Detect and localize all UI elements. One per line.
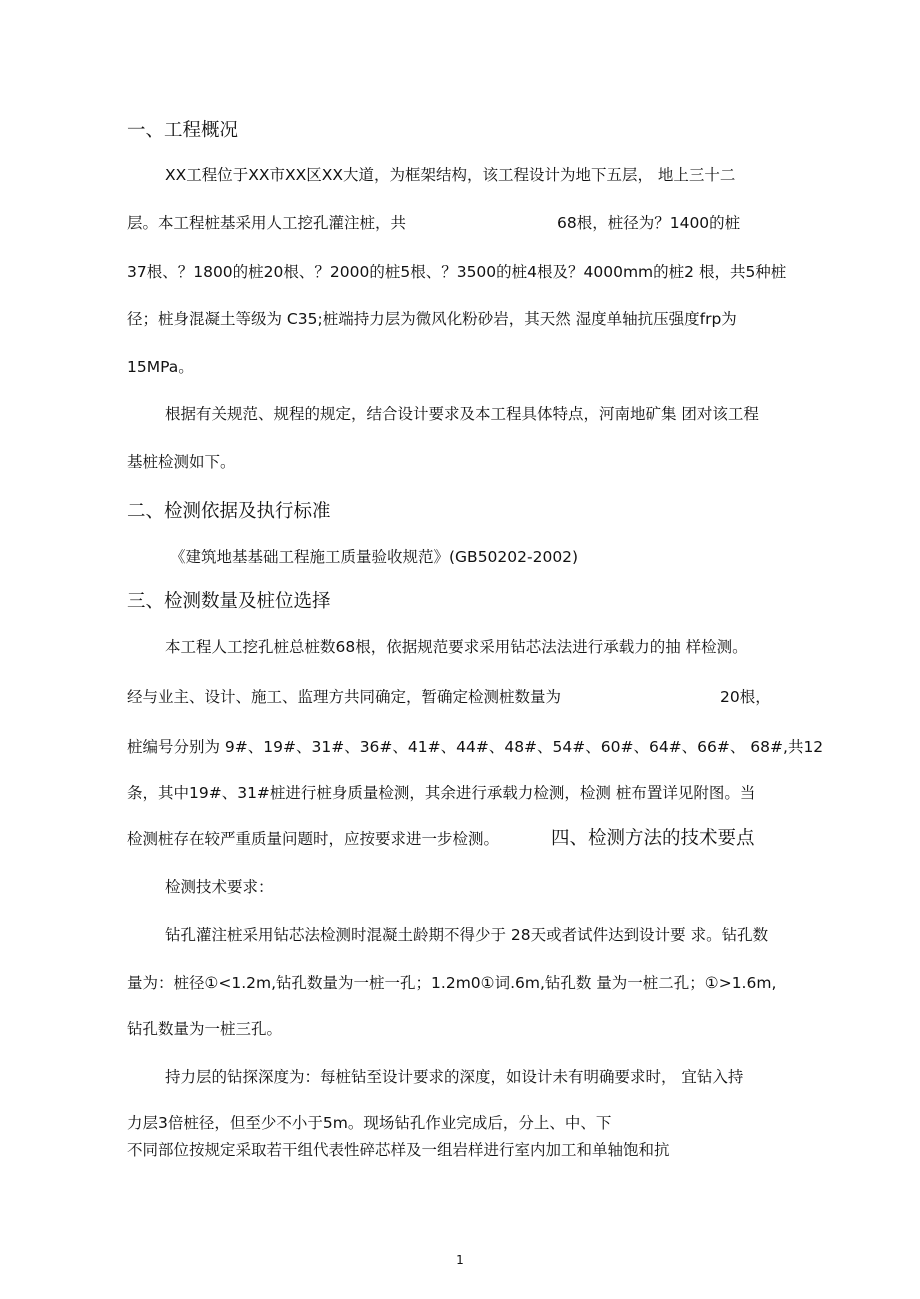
paragraph-line: 持力层的钻探深度为：每桩钻至设计要求的深度，如设计未有明确要求时， 宜钻入持 xyxy=(165,1068,744,1086)
paragraph-line: 径；桩身混凝土等级为 C35;桩端持力层为微风化粉砂岩，其天然 湿度单轴抗压强度frp为 xyxy=(127,310,737,328)
heading-test-methods: 四、检测方法的技术要点 xyxy=(551,828,755,849)
heading-project-overview: 一、工程概况 xyxy=(127,120,239,141)
heading-standards: 二、检测依据及执行标准 xyxy=(127,501,331,522)
paragraph-line: 基桩检测如下。 xyxy=(127,453,236,471)
paragraph-line: 层。本工程桩基采用人工挖孔灌注桩，共 xyxy=(127,214,407,232)
paragraph-line: 桩编号分别为 9#、19#、31#、36#、41#、44#、48#、54#、60#、64#、66#、 68#,共12 xyxy=(127,738,824,756)
page-number: 1 xyxy=(456,1253,464,1267)
paragraph-line: 量为：桩径①<1.2m,钻孔数量为一桩一孔；1.2m0①词.6m,钻孔数 量为一桩二孔；①>1.6m, xyxy=(127,974,777,992)
heading-quantity-selection: 三、检测数量及桩位选择 xyxy=(127,591,331,612)
paragraph-line: 20根， xyxy=(720,688,771,706)
paragraph-line: 钻孔灌注桩采用钻芯法检测时混凝土龄期不得少于 28天或者试件达到设计要 求。钻孔数 xyxy=(165,926,769,944)
paragraph-line: 检测桩存在较严重质量问题时，应按要求进一步检测。 xyxy=(127,830,500,848)
paragraph-line: 37根、？1800的桩20根、？2000的桩5根、？3500的桩4根及？4000mm的桩2 根，共5种桩 xyxy=(127,263,787,281)
paragraph-line: 经与业主、设计、施工、监理方共同确定，暂确定检测桩数量为 xyxy=(127,688,562,706)
standard-reference: 《建筑地基基础工程施工质量验收规范》(GB50202-2002) xyxy=(170,548,579,566)
paragraph-line: 不同部位按规定采取若干组代表性碎芯样及一组岩样进行室内加工和单轴饱和抗 xyxy=(127,1141,670,1159)
paragraph-line: 68根，桩径为？1400的桩 xyxy=(557,214,741,232)
paragraph-line: 本工程人工挖孔桩总桩数68根，依据规范要求采用钻芯法法进行承载力的抽 样检测。 xyxy=(165,638,748,656)
paragraph-line: XX工程位于XX市XX区XX大道，为框架结构，该工程设计为地下五层， 地上三十二 xyxy=(165,166,736,184)
paragraph-line: 力层3倍桩径，但至少不小于5m。现场钻孔作业完成后，分上、中、下 xyxy=(127,1114,612,1132)
paragraph-line: 钻孔数量为一桩三孔。 xyxy=(127,1020,283,1038)
paragraph-line: 检测技术要求： xyxy=(165,878,274,896)
paragraph-line: 根据有关规范、规程的规定，结合设计要求及本工程具体特点，河南地矿集 团对该工程 xyxy=(165,405,759,423)
paragraph-line: 15MPa。 xyxy=(127,358,194,376)
paragraph-line: 条，其中19#、31#桩进行桩身质量检测，其余进行承载力检测，检测 桩布置详见附图。当 xyxy=(127,784,756,802)
